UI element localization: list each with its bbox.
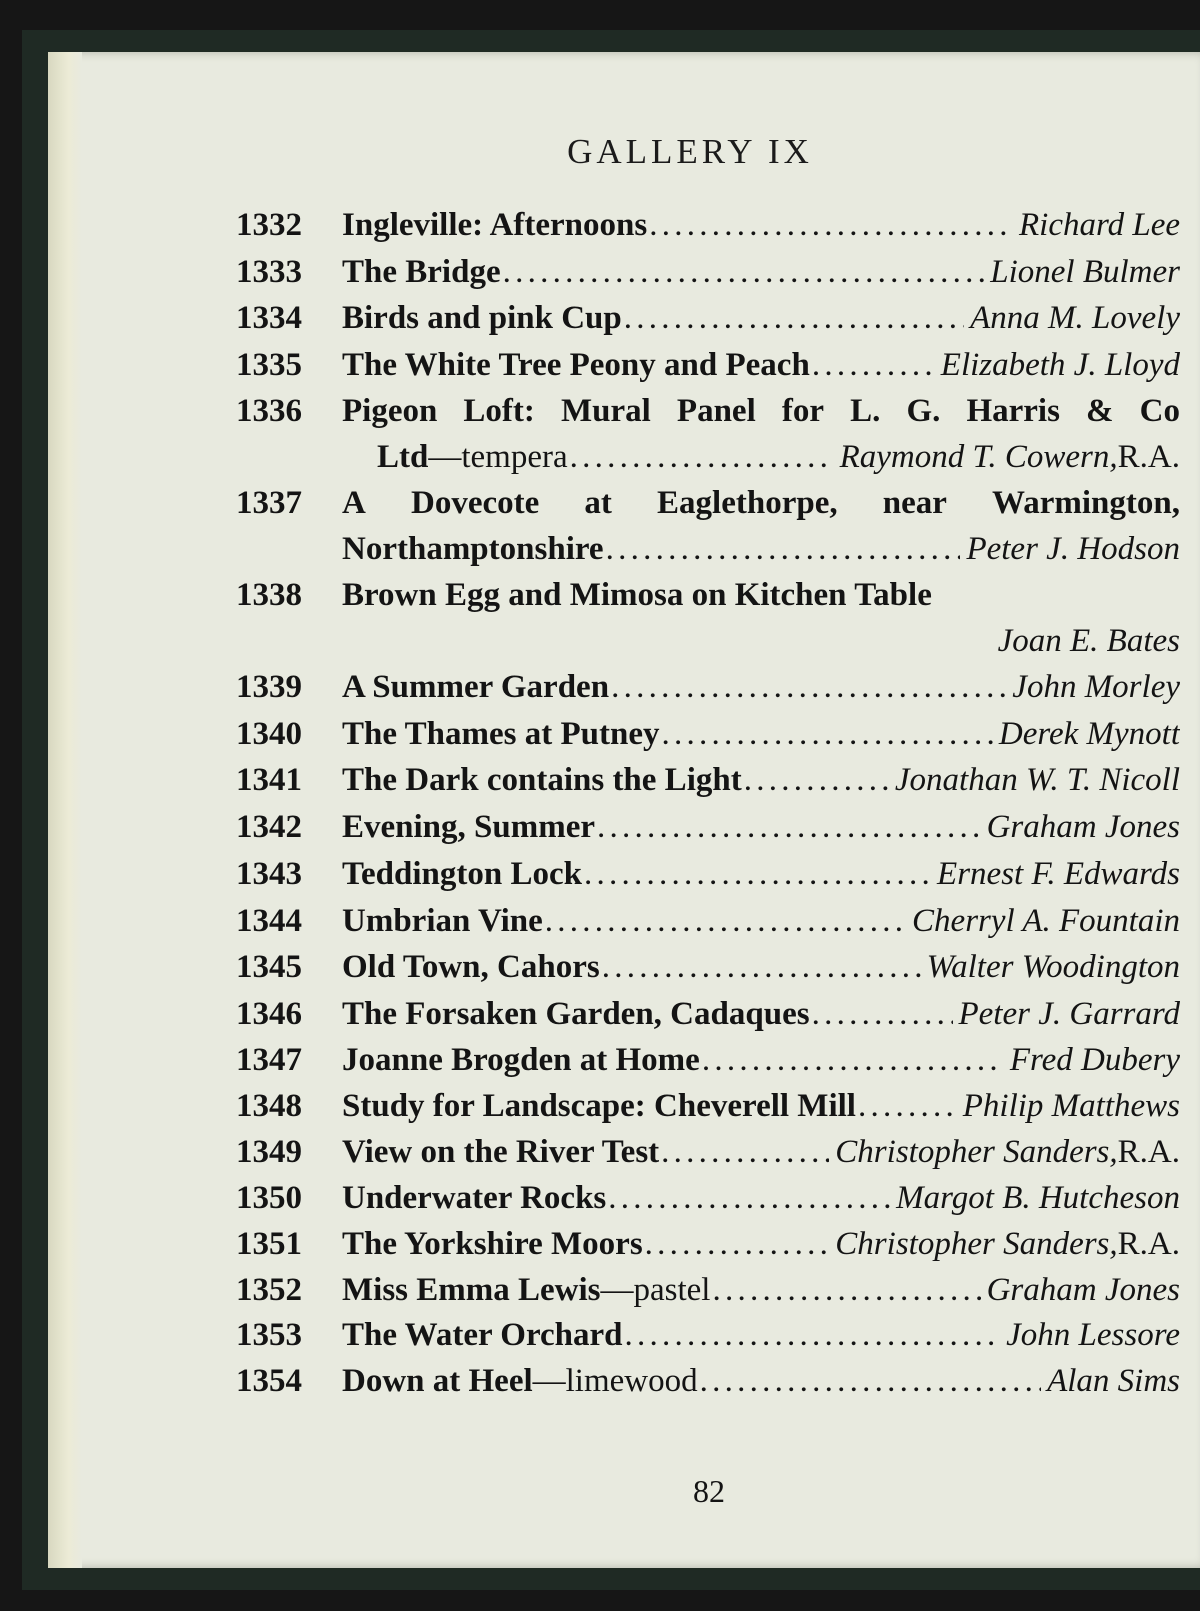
- entry-line: [342, 809, 1180, 849]
- title-word: A: [342, 485, 366, 521]
- entry-number: 1348: [236, 1088, 302, 1124]
- entry-line: [342, 577, 1180, 617]
- title-word: Harris: [966, 393, 1060, 429]
- entry-number: 1338: [236, 577, 302, 613]
- entry-title: The Bridge: [342, 254, 501, 290]
- entry-artist: Raymond T. Cowern,: [839, 439, 1118, 475]
- entry-title: The Thames at Putney: [342, 716, 660, 752]
- title-word: near: [882, 485, 947, 521]
- leader-dots: [858, 1088, 957, 1125]
- entry-title: Northamptonshire: [342, 531, 604, 567]
- entry-title: The White Tree Peony and Peach: [342, 347, 810, 383]
- entry-number: 1344: [236, 903, 302, 939]
- leader-dots: [662, 716, 993, 753]
- entry-line: [342, 1134, 1180, 1174]
- title-word: Mural: [561, 393, 651, 429]
- leader-dots: [649, 207, 1013, 244]
- entry-title: Study for Landscape: Cheverell Mill: [342, 1088, 856, 1124]
- leader-dots: [702, 1042, 1004, 1079]
- entry-line: [342, 1317, 1180, 1357]
- entry-title: Umbrian Vine: [342, 903, 543, 939]
- entry-artist: Ernest F. Edwards: [937, 856, 1180, 892]
- entry-line: [342, 716, 1180, 756]
- entry-number: 1339: [236, 669, 302, 705]
- entry-number: 1332: [236, 207, 302, 243]
- entry-artist: John Lessore: [1006, 1317, 1180, 1353]
- title-word: Panel: [676, 393, 756, 429]
- entry-number: 1349: [236, 1134, 302, 1170]
- leader-dots: [606, 531, 961, 568]
- entry-title: Evening, Summer: [342, 809, 596, 845]
- title-word: Co: [1139, 393, 1180, 429]
- entry-title: Joanne Brogden at Home: [342, 1042, 700, 1078]
- entry-line: [342, 1363, 1180, 1403]
- entry-number: 1346: [236, 996, 302, 1032]
- artist-suffix: R.A.: [1117, 1226, 1180, 1262]
- title-word: G.: [906, 393, 941, 429]
- entry-artist: Derek Mynott: [998, 716, 1180, 752]
- entry-line: [342, 347, 1180, 387]
- entry-line: [377, 439, 1180, 479]
- entry-artist: Christopher Sanders,: [835, 1134, 1118, 1170]
- entry-title-justified: [342, 393, 1180, 433]
- leader-dots: [545, 903, 906, 940]
- entry-artist: Jonathan W. T. Nicoll: [894, 762, 1180, 798]
- entry-artist: Lionel Bulmer: [990, 254, 1180, 290]
- entry-line: [342, 1042, 1180, 1082]
- entry-title: The Forsaken Garden, Cadaques: [342, 996, 810, 1032]
- entry-line: [342, 1226, 1180, 1266]
- entry-medium: —pastel: [600, 1272, 711, 1308]
- entry-number: 1341: [236, 762, 302, 798]
- entry-artist: Graham Jones: [986, 1272, 1180, 1308]
- entry-number: 1334: [236, 300, 302, 336]
- leader-dots: [700, 1363, 1041, 1400]
- entry-artist: Cherryl A. Fountain: [912, 903, 1180, 939]
- leader-dots: [608, 1180, 890, 1217]
- entry-title: Birds and pink Cup: [342, 300, 622, 336]
- entry-line: [342, 856, 1180, 896]
- title-word: at: [584, 485, 612, 521]
- entry-title: Old Town, Cahors: [342, 949, 600, 985]
- entry-medium: —limewood: [532, 1363, 698, 1399]
- entry-number: 1345: [236, 949, 302, 985]
- leader-dots: [597, 809, 981, 846]
- leader-dots: [570, 439, 834, 476]
- entry-title: Brown Egg and Mimosa on Kitchen Table: [342, 577, 932, 613]
- entry-number: 1350: [236, 1180, 302, 1216]
- entry-number: 1351: [236, 1226, 302, 1262]
- entry-title: View on the River Test: [342, 1134, 660, 1170]
- title-word: Warmington,: [992, 485, 1180, 521]
- entry-line: [342, 762, 1180, 802]
- title-word: Pigeon: [342, 393, 438, 429]
- entry-title: The Yorkshire Moors: [342, 1226, 643, 1262]
- title-word: Eaglethorpe,: [657, 485, 838, 521]
- title-word: &: [1086, 393, 1114, 429]
- entry-title: Ingleville: Afternoons: [342, 207, 648, 243]
- leader-dots: [584, 856, 931, 893]
- entry-line: [342, 1088, 1180, 1128]
- title-word: L.: [850, 393, 881, 429]
- entry-artist: Peter J. Garrard: [958, 996, 1180, 1032]
- entry-line: [342, 531, 1180, 571]
- entry-artist: Anna M. Lovely: [970, 300, 1180, 336]
- entry-artist: Alan Sims: [1047, 1363, 1180, 1399]
- leader-dots: [503, 254, 985, 291]
- entry-line: [342, 1272, 1180, 1312]
- leader-dots: [712, 1272, 980, 1309]
- entry-number: 1333: [236, 254, 302, 290]
- entry-artist: Elizabeth J. Lloyd: [940, 347, 1180, 383]
- leader-dots: [812, 996, 953, 1033]
- entry-title: The Dark contains the Light: [342, 762, 742, 798]
- entry-line: [342, 1180, 1180, 1220]
- entry-number: 1343: [236, 856, 302, 892]
- entry-number: 1354: [236, 1363, 302, 1399]
- page-gutter: [48, 52, 82, 1568]
- entry-title-justified: [342, 485, 1180, 525]
- entry-title: Miss Emma Lewis: [342, 1272, 601, 1308]
- entry-title: Underwater Rocks: [342, 1180, 607, 1216]
- entry-title: Down at Heel: [342, 1363, 533, 1399]
- entry-number: 1340: [236, 716, 302, 752]
- entry-artist: Graham Jones: [986, 809, 1180, 845]
- entry-line: [342, 949, 1180, 989]
- entry-line: [342, 669, 1180, 709]
- artist-suffix: R.A.: [1117, 1134, 1180, 1170]
- title-word: for: [781, 393, 824, 429]
- entry-title: Ltd: [377, 439, 429, 475]
- entry-title: The Water Orchard: [342, 1317, 623, 1353]
- entry-artist: Richard Lee: [1019, 207, 1180, 243]
- entry-number: 1347: [236, 1042, 302, 1078]
- entry-number: 1353: [236, 1317, 302, 1353]
- entry-medium: —tempera: [428, 439, 568, 475]
- leader-dots: [661, 1134, 829, 1171]
- entry-artist: Joan E. Bates: [997, 623, 1180, 659]
- leader-dots: [744, 762, 889, 799]
- entry-line: [342, 903, 1180, 943]
- artist-suffix: R.A.: [1117, 439, 1180, 475]
- entry-line: [342, 254, 1180, 294]
- entry-number: 1336: [236, 393, 302, 429]
- page-title: GALLERY IX: [567, 132, 813, 171]
- entry-artist: John Morley: [1012, 669, 1180, 705]
- entry-artist: Fred Dubery: [1009, 1042, 1180, 1078]
- title-word: Loft:: [463, 393, 535, 429]
- entry-artist: Peter J. Hodson: [966, 531, 1180, 567]
- entry-artist: Christopher Sanders,: [835, 1226, 1118, 1262]
- leader-dots: [602, 949, 921, 986]
- entry-number: 1335: [236, 347, 302, 383]
- leader-dots: [812, 347, 935, 384]
- entry-number: 1352: [236, 1272, 302, 1308]
- entry-title: Teddington Lock: [342, 856, 582, 892]
- leader-dots: [645, 1226, 830, 1263]
- leader-dots: [625, 1317, 1001, 1354]
- entry-number: 1342: [236, 809, 302, 845]
- entry-artist: Margot B. Hutcheson: [896, 1180, 1180, 1216]
- entry-line: [342, 207, 1180, 247]
- title-word: Dovecote: [410, 485, 540, 521]
- entry-artist: Walter Woodington: [926, 949, 1180, 985]
- entry-line: [342, 300, 1180, 340]
- page-number: 82: [693, 1473, 725, 1509]
- entry-artist: Philip Matthews: [962, 1088, 1180, 1124]
- entry-number: 1337: [236, 485, 302, 521]
- leader-dots: [624, 300, 964, 337]
- leader-dots: [611, 669, 1006, 706]
- entry-line: [342, 996, 1180, 1036]
- entry-title: A Summer Garden: [342, 669, 610, 705]
